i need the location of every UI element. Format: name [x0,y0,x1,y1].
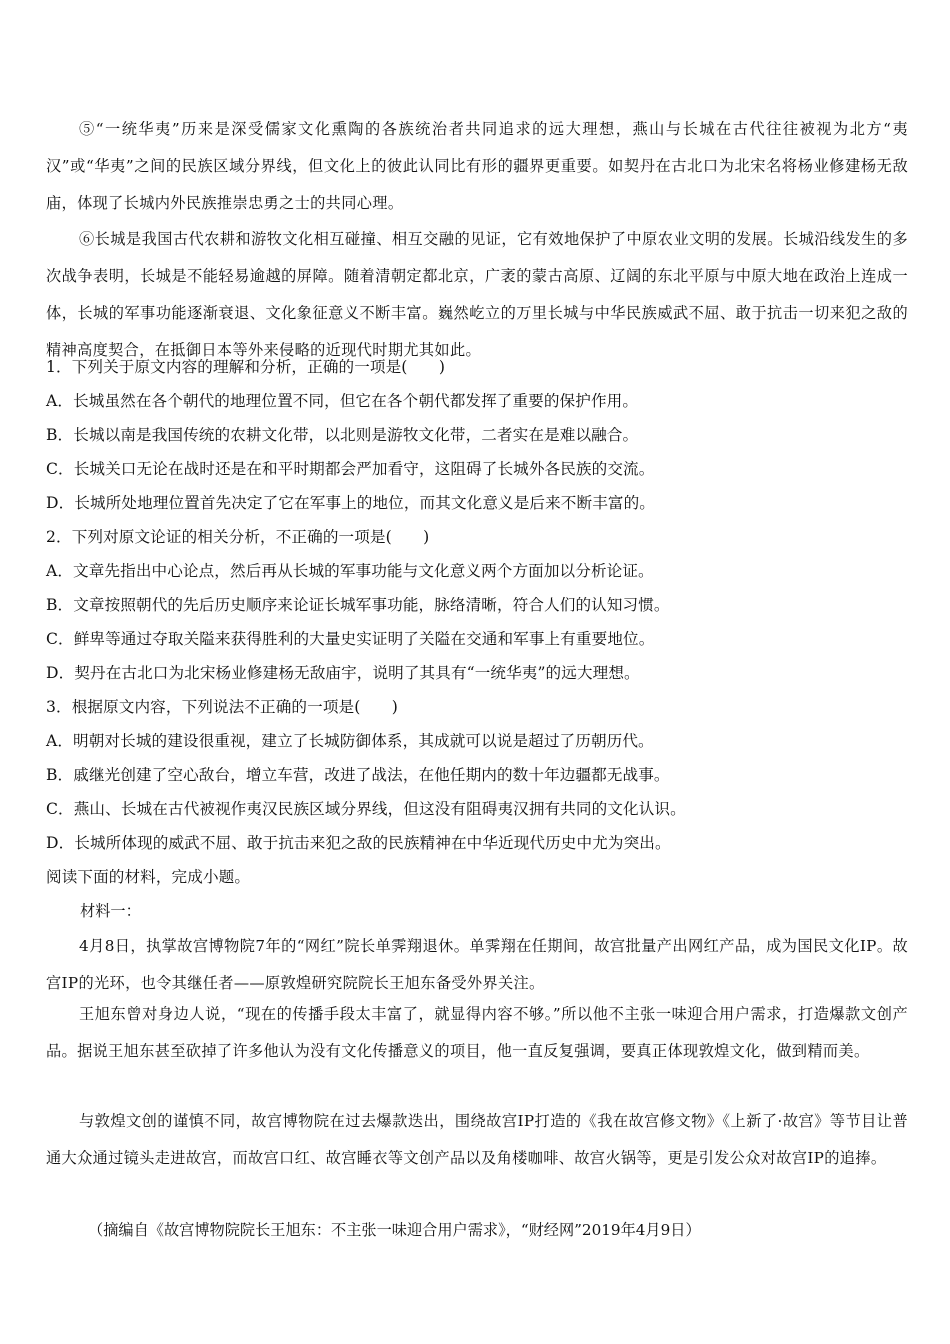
material-paragraph-3: 与敦煌文创的谨慎不同，故宫博物院在过去爆款迭出，围绕故宫IP打造的《我在故宫修文物》《上新了·故宫》等节目让普通大众通过镜头走进故宫，而故宫口红、故宫睡衣等文创产品以及角楼咖啡、故宫火锅等，更是引发公众对故宫IP的追捧。 [46,1112,908,1167]
passage-paragraph-5: ⑤“一统华夷”历来是深受儒家文化熏陶的各族统治者共同追求的远大理想，燕山与长城在古代往往被视为北方“夷汉”或“华夷”之间的民族区域分界线，但文化上的彼此认同比有形的疆界更重要。如契丹在古北口为北宋名将杨业修建杨无敌庙，体现了长城内外民族推崇忠勇之士的共同心理。 [46,120,908,212]
material-paragraph-2: 王旭东曾对身边人说，“现在的传播手段太丰富了，就显得内容不够。”所以他不主张一味迎合用户需求，打造爆款文创产品。据说王旭东甚至砍掉了许多他认为没有文化传播意义的项目，他一直反复强调，要真正体现敦煌文化，做到精而美。 [46,1005,908,1060]
source-citation: （摘编自《故宫博物院院长王旭东：不主张一味迎合用户需求》，“财经网”2019年4月9日） [88,1221,701,1239]
question-3-stem: 3．根据原文内容，下列说法不正确的一项是( ) [46,698,398,716]
question-1-option-d: D．长城所处地理位置首先决定了它在军事上的地位，而其文化意义是后来不断丰富的。 [46,494,655,512]
question-2-option-b: B．文章按照朝代的先后历史顺序来论证长城军事功能，脉络清晰，符合人们的认知习惯。 [46,596,670,614]
question-2-option-c: C．鲜卑等通过夺取关隘来获得胜利的大量史实证明了关隘在交通和军事上有重要地位。 [46,630,655,648]
question-2-stem: 2．下列对原文论证的相关分析，不正确的一项是( ) [46,528,430,546]
question-3-option-b: B．戚继光创建了空心敌台，增立车营，改进了战法，在他任期内的数十年边疆都无战事。 [46,766,670,784]
question-1-option-c: C．长城关口无论在战时还是在和平时期都会严加看守，这阻碍了长城外各民族的交流。 [46,460,655,478]
question-2-option-d: D．契丹在古北口为北宋杨业修建杨无敌庙宇，说明了其具有“一统华夷”的远大理想。 [46,664,640,682]
question-3-option-c: C．燕山、长城在古代被视作夷汉民族区域分界线，但这没有阻碍夷汉拥有共同的文化认识。 [46,800,686,818]
question-2-option-a: A．文章先指出中心论点，然后再从长城的军事功能与文化意义两个方面加以分析论证。 [46,562,654,580]
question-1-option-b: B．长城以南是我国传统的农耕文化带，以北则是游牧文化带，二者实在是难以融合。 [46,426,639,444]
question-1-option-a: A．长城虽然在各个朝代的地理位置不同，但它在各个朝代都发挥了重要的保护作用。 [46,392,639,410]
question-1-stem: 1．下列关于原文内容的理解和分析，正确的一项是( ) [46,358,446,376]
question-3-option-d: D．长城所体现的威武不屈、敢于抗击来犯之敌的民族精神在中华近现代历史中尤为突出。 [46,834,671,852]
material-one-label: 材料一： [80,902,141,920]
material-paragraph-1: 4月8日，执掌故宫博物院7年的“网红”院长单霁翔退休。单霁翔在任期间，故宫批量产出网红产品，成为国民文化IP。故宫IP的光环，也令其继任者——原敦煌研究院院长王旭东备受外界关注。 [46,937,908,992]
passage-paragraph-6: ⑥长城是我国古代农耕和游牧文化相互碰撞、相互交融的见证，它有效地保护了中原农业文明的发展。长城沿线发生的多次战争表明，长城是不能轻易逾越的屏障。随着清朝定都北京，广袤的蒙古高原、辽阔的东北平原与中原大地在政治上连成一体，长城的军事功能逐渐衰退、文化象征意义不断丰富。巍然屹立的万里长城与中华民族威武不屈、敢于抗击一切来犯之敌的精神高度契合，在抵御日本等外来侵略的近现代时期尤其如此。 [46,230,908,359]
reading-instruction: 阅读下面的材料，完成小题。 [46,868,251,886]
question-3-option-a: A．明朝对长城的建设很重视，建立了长城防御体系，其成就可以说是超过了历朝历代。 [46,732,654,750]
